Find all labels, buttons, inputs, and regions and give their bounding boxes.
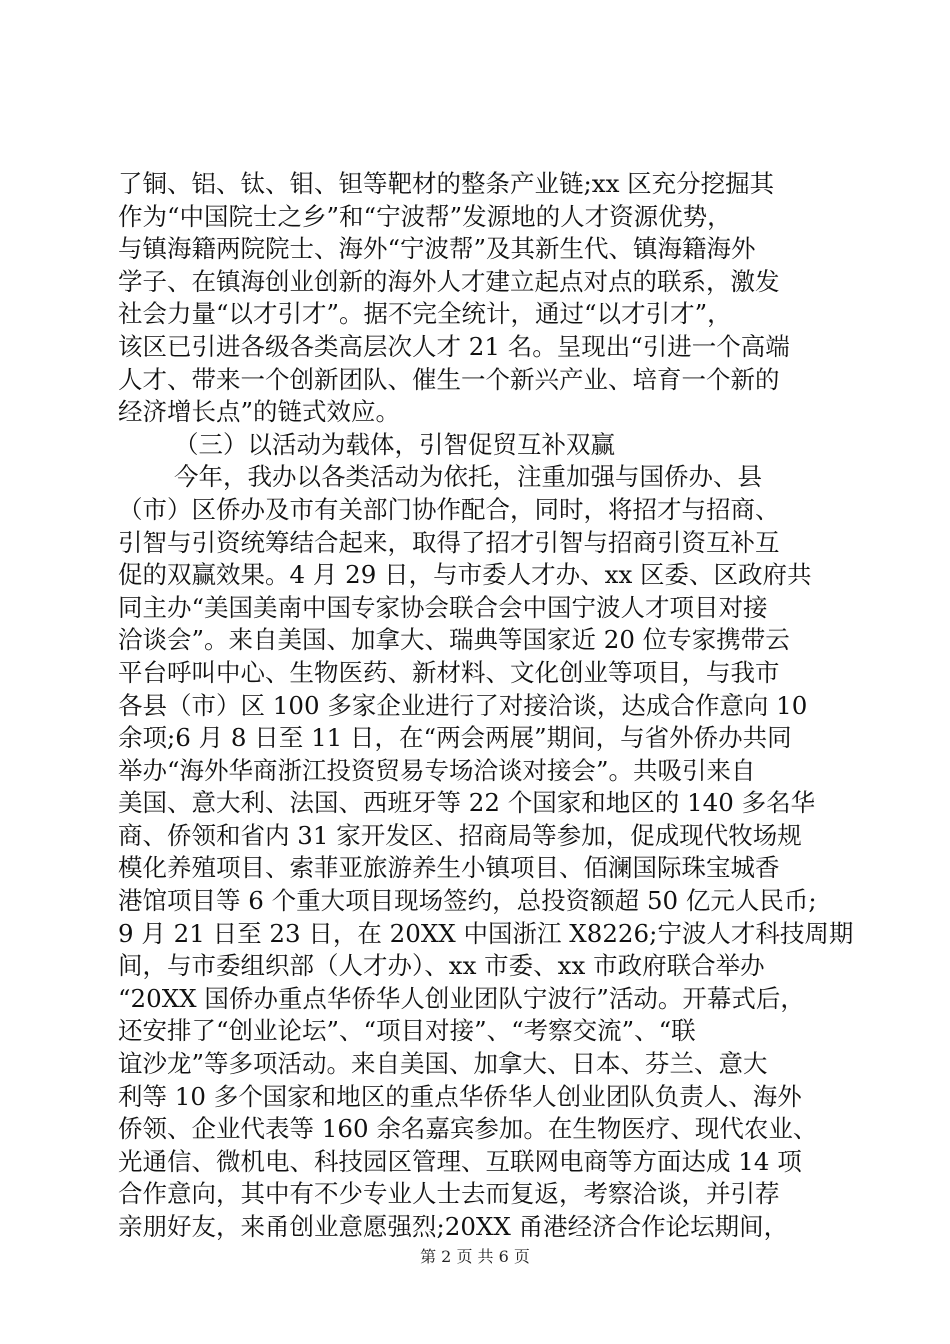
text-line: 还安排了“创业论坛”、“项目对接”、“考察交流”、“联 <box>118 1016 696 1046</box>
text-line: 学子、在镇海创业创新的海外人才建立起点对点的联系，激发 <box>118 266 780 296</box>
text-line: 经济增长点”的链式效应。 <box>118 397 401 427</box>
paragraph-start-line: 今年，我办以各类活动为依托，注重加强与国侨办、县 <box>174 462 762 492</box>
text-line: 与镇海籍两院院士、海外“宁波帮”及其新生代、镇海籍海外 <box>118 234 756 264</box>
text-line: 举办“海外华商浙江投资贸易专场洽谈对接会”。共吸引来自 <box>118 755 756 785</box>
section-heading: （三）以活动为载体，引智促贸互补双赢 <box>174 429 615 459</box>
text-line: 该区已引进各级各类高层次人才 21 名。呈现出“引进一个高端 <box>118 331 790 361</box>
text-line: 商、侨领和省内 31 家开发区、招商局等参加，促成现代牧场规 <box>118 820 802 850</box>
text-line: 9 月 21 日至 23 日，在 20XX 中国浙江 X8226;宁波人才科技周期 <box>118 918 854 948</box>
text-line: 了铜、铝、钛、钼、钽等靶材的整条产业链;xx 区充分挖掘其 <box>118 169 775 198</box>
text-line: 社会力量“以才引才”。据不完全统计，通过“以才引才”， <box>118 299 732 329</box>
text-line: 人才、带来一个创新团队、催生一个新兴产业、培育一个新的 <box>118 364 780 394</box>
document-body <box>118 168 858 1244</box>
text-line: 作为“中国院士之乡”和“宁波帮”发源地的人才资源优势， <box>118 201 732 231</box>
text-line: 各县（市）区 100 多家企业进行了对接洽谈，达成合作意向 10 <box>118 690 808 720</box>
page-footer: 第 2 页 共 6 页 <box>420 1247 530 1266</box>
text-line: “20XX 国侨办重点华侨华人创业团队宁波行”活动。开幕式后， <box>118 983 805 1013</box>
text-line: 利等 10 多个国家和地区的重点华侨华人创业团队负责人、海外 <box>118 1081 802 1111</box>
text-line: 促的双赢效果。4 月 29 日，与市委人才办、xx 区委、区政府共 <box>118 560 812 590</box>
text-line: 洽谈会”。来自美国、加拿大、瑞典等国家近 20 位专家携带云 <box>118 625 790 655</box>
text-line: 合作意向，其中有不少专业人士去而复返，考察洽谈，并引荐 <box>118 1179 780 1209</box>
text-line: 侨领、企业代表等 160 余名嘉宾参加。在生物医疗、现代农业、 <box>118 1114 818 1144</box>
text-line: 间，与市委组织部（人才办）、xx 市委、xx 市政府联合举办 <box>118 951 765 981</box>
text-line: 美国、意大利、法国、西班牙等 22 个国家和地区的 140 多名华 <box>118 788 816 818</box>
text-line: 引智与引资统筹结合起来，取得了招才引智与招商引资互补互 <box>118 527 780 557</box>
text-line: 同主办“美国美南中国专家协会联合会中国宁波人才项目对接 <box>118 592 768 622</box>
text-line: （市）区侨办及市有关部门协作配合，同时，将招才与招商、 <box>118 494 780 524</box>
text-line: 港馆项目等 6 个重大项目现场签约，总投资额超 50 亿元人民币; <box>118 886 817 916</box>
text-line: 模化养殖项目、索菲亚旅游养生小镇项目、佰澜国际珠宝城香 <box>118 853 780 883</box>
text-line: 平台呼叫中心、生物医药、新材料、文化创业等项目，与我市 <box>118 657 780 687</box>
text-line: 光通信、微机电、科技园区管理、互联网电商等方面达成 14 项 <box>118 1146 802 1176</box>
text-line: 余项;6 月 8 日至 11 日，在“两会两展”期间，与省外侨办共同 <box>118 723 792 753</box>
text-line: 谊沙龙”等多项活动。来自美国、加拿大、日本、芬兰、意大 <box>118 1049 768 1079</box>
text-line: 亲朋好友，来甬创业意愿强烈;20XX 甬港经济合作论坛期间， <box>118 1212 789 1241</box>
